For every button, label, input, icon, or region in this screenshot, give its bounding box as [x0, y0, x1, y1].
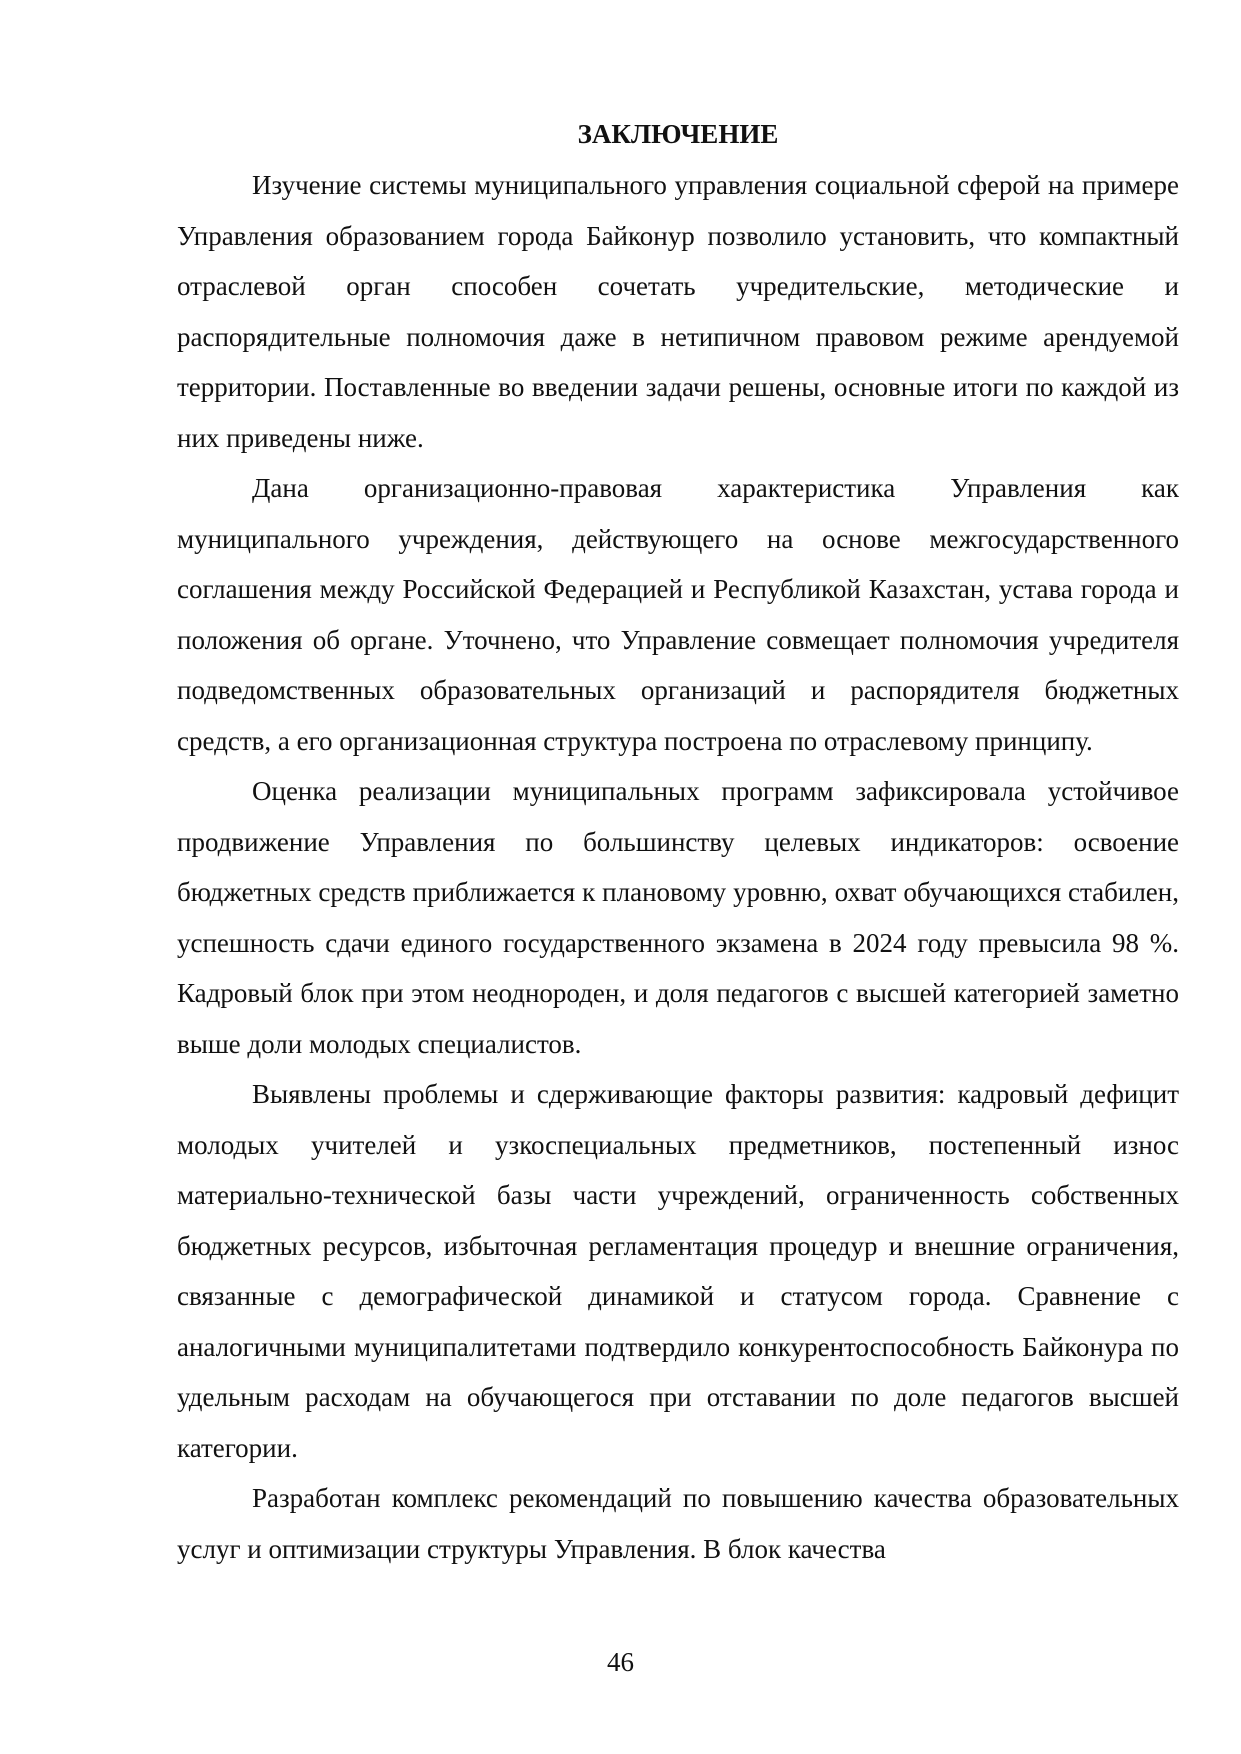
paragraph-3: Оценка реализации муниципальных программ зафиксировала устойчивое продвижение Управления по большинству целевых индикаторов: освоение бюджетных средств приближается к плановому уровню, охват обучающихся стабилен, успешность сдачи единого государственного экзамена в 2024 году превысила 98 %. Кадровый блок при этом неоднороден, и доля педагогов с высшей категорией заметно выше доли молодых специалистов. — [177, 776, 1179, 1059]
paragraph-4: Выявлены проблемы и сдерживающие факторы развития: кадровый дефицит молодых учителей и узкоспециальных предметников, постепенный износ материально-технической базы части учреждений, ограниченность собственных бюджетных ресурсов, избыточная регламентация процедур и внешние ограничения, связанные с демографической динамикой и статусом города. Сравнение с аналогичными муниципалитетами подтвердило конкурентоспособность Байконура по удельным расходам на обучающегося при отставании по доле педагогов высшей категории. — [177, 1079, 1179, 1463]
paragraph-2: Дана организационно-правовая характеристика Управления как муниципального учреждения, действующего на основе межгосударственного соглашения между Российской Федерацией и Республикой Казахстан, устава города и положения об органе. Уточнено, что Управление совмещает полномочия учредителя подведомственных образовательных организаций и распорядителя бюджетных средств, а его организационная структура построена по отраслевому принципу. — [177, 473, 1179, 756]
page-number: 46 — [607, 1647, 634, 1677]
paragraph-1: Изучение системы муниципального управления социальной сферой на примере Управления образованием города Байконур позволило установить, что компактный отраслевой орган способен сочетать учредительские, методические и распорядительные полномочия даже в нетипичном правовом режиме арендуемой территории. Поставленные во введении задачи решены, основные итоги по каждой из них приведены ниже. — [177, 170, 1179, 453]
page-title: ЗАКЛЮЧЕНИЕ — [577, 119, 779, 149]
paragraph-5: Разработан комплекс рекомендаций по повышению качества образовательных услуг и оптимизации структуры Управления. В блок качества — [177, 1483, 1179, 1564]
body-text — [177, 160, 1179, 1574]
